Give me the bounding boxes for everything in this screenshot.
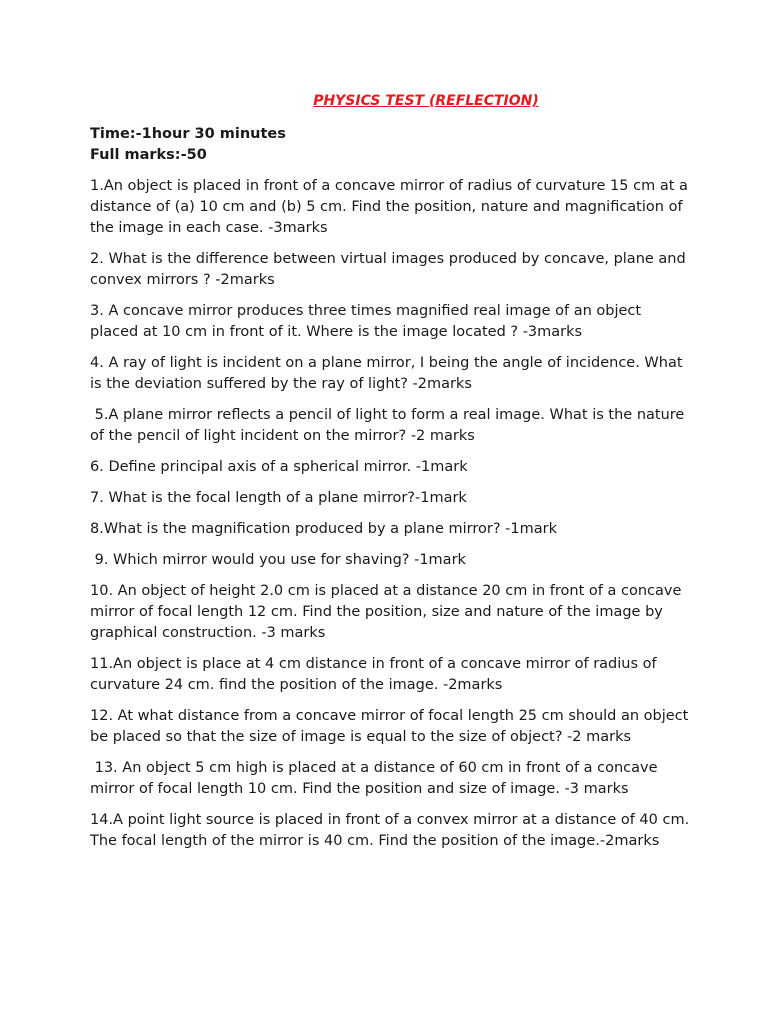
question-13: 13. An object 5 cm high is placed at a distance of 60 cm in front of a concave mirror of focal length 10 cm. Find the position and size of image. -3 marks (90, 760, 663, 797)
question-6: 6. Define principal axis of a spherical mirror. -1mark (90, 459, 468, 475)
question-10: 10. An object of height 2.0 cm is placed at a distance 20 cm in front of a concave mirror of focal length 12 cm. Find the position, size and nature of the image by graphical construction. -3 marks (90, 583, 686, 641)
question-7: 7. What is the focal length of a plane mirror?-1mark (90, 490, 467, 506)
question-2: 2. What is the difference between virtual images produced by concave, plane and convex mirrors ? -2marks (90, 251, 691, 288)
question-list (90, 176, 694, 852)
time-allowed: Time:-1hour 30 minutes (90, 126, 286, 142)
document-page (90, 90, 694, 862)
document-title: PHYSICS TEST (REFLECTION) (313, 93, 539, 109)
question-14: 14.A point light source is placed in front of a convex mirror at a distance of 40 cm. The focal length of the mirror is 40 cm. Find the position of the image.-2marks (90, 812, 694, 849)
question-9: 9. Which mirror would you use for shaving? -1mark (90, 552, 466, 568)
test-info (90, 124, 690, 166)
question-3: 3. A concave mirror produces three times magnified real image of an object placed at 10 cm in front of it. Where is the image located ? -3marks (90, 303, 646, 340)
question-1: 1.An object is placed in front of a concave mirror of radius of curvature 15 cm at a distance of (a) 10 cm and (b) 5 cm. Find the position, nature and magnification of the image in each case. -3marks (90, 178, 693, 236)
full-marks: Full marks:-50 (90, 147, 207, 163)
question-11: 11.An object is place at 4 cm distance in front of a concave mirror of radius of curvature 24 cm. find the position of the image. -2marks (90, 656, 662, 693)
question-12: 12. At what distance from a concave mirror of focal length 25 cm should an object be placed so that the size of image is equal to the size of object? -2 marks (90, 708, 693, 745)
question-8: 8.What is the magnification produced by a plane mirror? -1mark (90, 521, 557, 537)
question-5: 5.A plane mirror reflects a pencil of light to form a real image. What is the nature of the pencil of light incident on the mirror? -2 marks (90, 407, 689, 444)
question-4: 4. A ray of light is incident on a plane mirror, I being the angle of incidence. What is the deviation suffered by the ray of light? -2marks (90, 355, 688, 392)
